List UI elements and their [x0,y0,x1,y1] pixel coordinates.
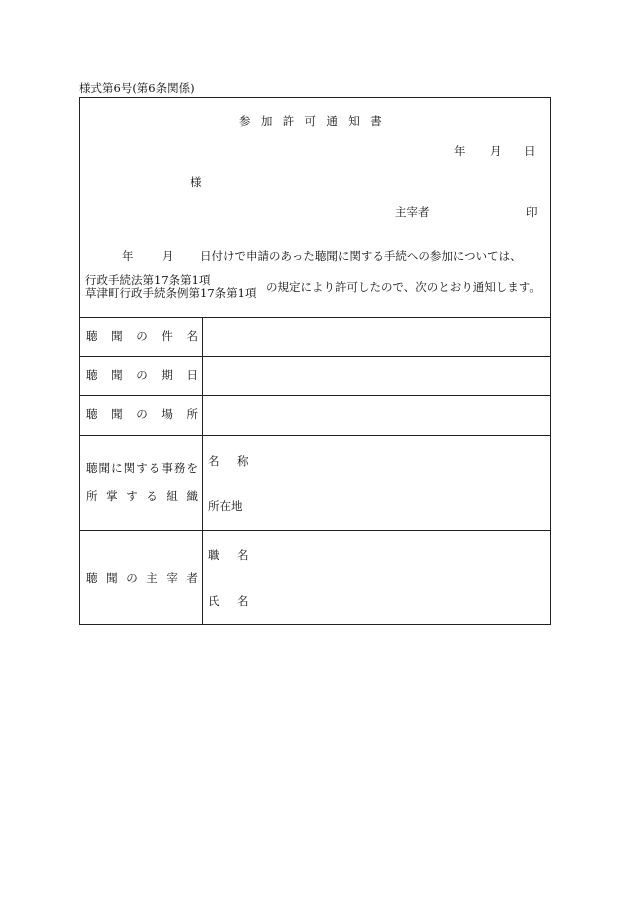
form-title: 参加許可通知書 [239,114,392,128]
label-presider-name: 氏 名 [208,594,256,608]
label-hearing-place: 聴聞の場所 [86,407,198,421]
law-reference-2: 草津町行政手続条例第17条第1項 [85,286,257,300]
body-year: 年 [122,249,134,263]
row-divider [80,395,550,396]
label-org-address: 所在地 [208,499,243,513]
law-reference-1: 行政手続法第17条第1項 [85,273,211,287]
label-presider-title: 職 名 [208,548,256,562]
body-line2: の規定により許可したので、次のとおり通知します。 [266,280,541,294]
row-divider [80,356,550,357]
label-presider: 聴聞の主宰者 [86,571,198,585]
date-month: 月 [490,144,502,158]
date-year: 年 [454,144,466,158]
notice-form [79,97,551,625]
body-month: 月 [162,249,174,263]
row-divider [80,435,550,436]
seal-mark: 印 [526,205,538,219]
label-organization-2: 所掌する組織 [86,489,198,503]
row-divider [80,530,550,531]
body-line1: 日付けで申請のあった聴聞に関する手続への参加については、 [200,249,522,263]
column-divider [202,317,203,624]
organizer-label: 主宰者 [395,205,430,219]
label-organization-1: 聴聞に関する事務を [86,461,198,475]
addressee-suffix: 様 [190,175,202,189]
form-id: 様式第6号(第6条関係) [79,81,195,95]
label-org-name: 名 称 [208,454,256,468]
table-top-rule [80,317,550,318]
label-case-name: 聴聞の件名 [86,329,198,343]
date-day: 日 [524,144,536,158]
label-hearing-date: 聴聞の期日 [86,368,198,382]
